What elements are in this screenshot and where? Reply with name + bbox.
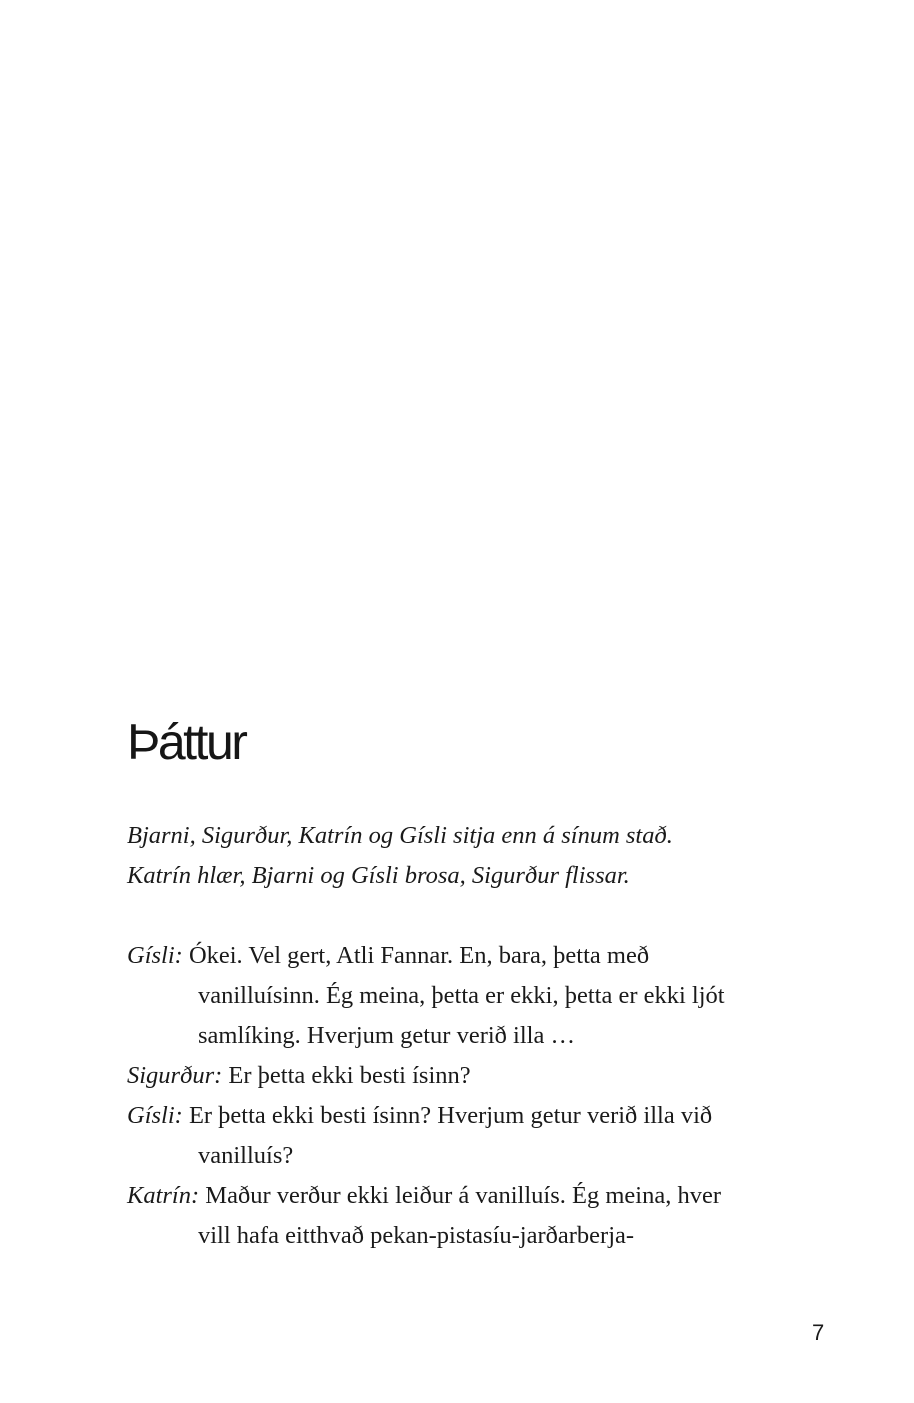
speech-text: Er þetta ekki besti ísinn? <box>222 1062 471 1089</box>
stage-direction-line: Katrín hlær, Bjarni og Gísli brosa, Sigurður flissar. <box>127 862 630 889</box>
speech-continuation: vanilluísinn. Ég meina, þetta er ekki, þetta er ekki ljót <box>198 982 725 1009</box>
speaker-name: Gísli: <box>127 1102 183 1129</box>
stage-directions <box>127 816 827 896</box>
speech-text: Ókei. Vel gert, Atli Fannar. En, bara, þetta með <box>182 942 650 969</box>
speaker-name: Sigurður: <box>127 1062 223 1089</box>
dialogue-entry <box>127 1056 827 1096</box>
speech-text: Maður verður ekki leiður á vanilluís. Ég meina, hver <box>199 1182 721 1209</box>
dialogue-entry <box>127 1096 827 1176</box>
stage-direction-line: Bjarni, Sigurður, Katrín og Gísli sitja enn á sínum stað. <box>127 822 673 849</box>
speech-continuation: vill hafa eitthvað pekan-pistasíu-jarðarberja- <box>198 1222 635 1249</box>
page-number: 7 <box>812 1320 825 1345</box>
dialogue-entry <box>127 936 827 1056</box>
speech-text: Er þetta ekki besti ísinn? Hverjum getur verið illa við <box>182 1102 713 1129</box>
dialogue-block <box>127 936 827 1256</box>
dialogue-entry <box>127 1176 827 1256</box>
speaker-name: Katrín: <box>127 1182 200 1209</box>
speaker-name: Gísli: <box>127 942 183 969</box>
speech-continuation: vanilluís? <box>198 1142 294 1169</box>
section-heading: Þáttur <box>127 714 246 770</box>
speech-continuation: samlíking. Hverjum getur verið illa … <box>198 1022 575 1049</box>
